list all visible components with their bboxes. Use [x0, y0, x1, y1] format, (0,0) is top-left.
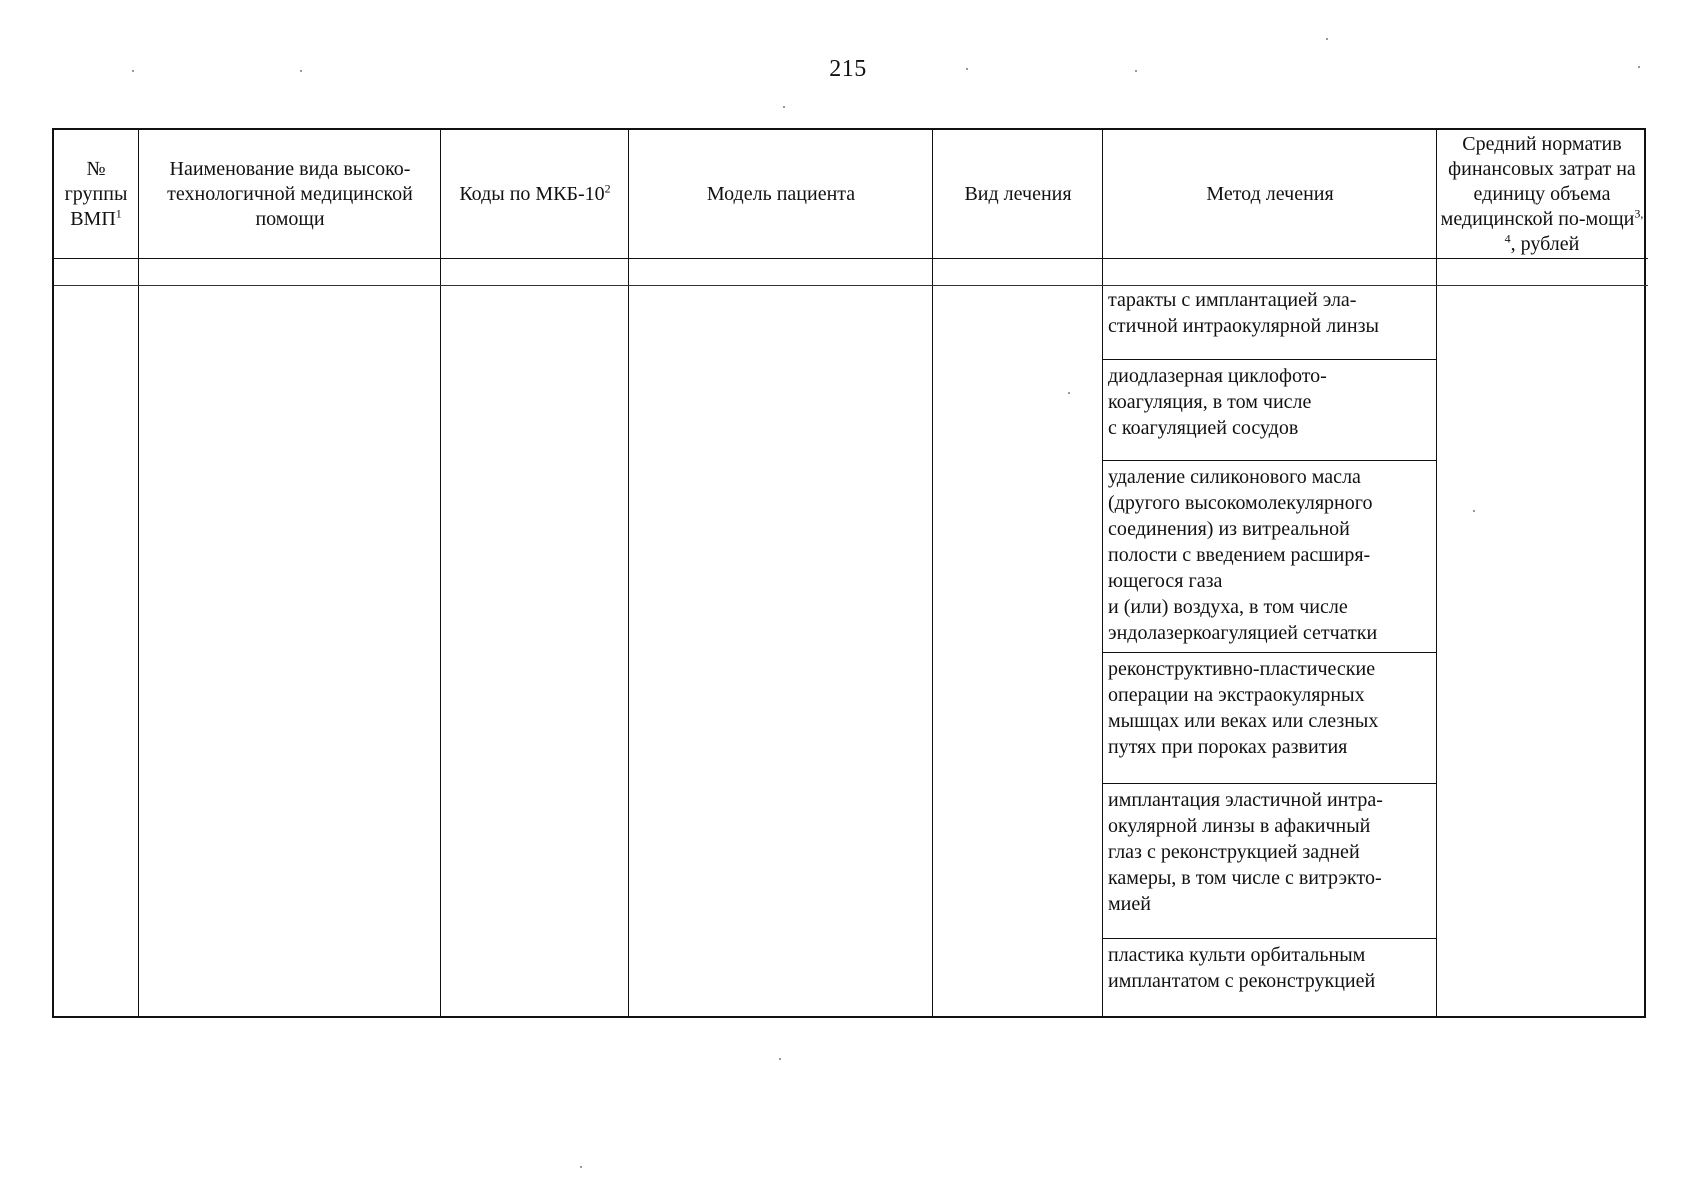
header-treatment-method: Метод лечения: [1206, 182, 1334, 205]
scan-speck: [300, 70, 302, 72]
scan-speck: [1326, 38, 1328, 40]
scan-speck: [966, 68, 968, 70]
method-row-divider: [1102, 652, 1436, 653]
treatment-method-text: реконструктивно-пластические операции на экстраокулярных мышцах или веках или слезных путях при пороках развития: [1108, 658, 1379, 758]
treatment-method-text: диодлазерная циклофото- коагуляция, в том числе с коагуляцией сосудов: [1108, 365, 1327, 439]
vmp-table: [52, 128, 1646, 1018]
header-care-type-name: Наименование вида высоко-технологичной медицинской помощи: [167, 157, 413, 230]
scan-speck: [1638, 66, 1640, 68]
treatment-method-text: имплантация эластичной интра- окулярной линзы в афакичный глаз с реконструкцией задней камеры, в том числе с витрэкто- мией: [1108, 789, 1383, 915]
scan-speck: [1135, 70, 1137, 72]
column-divider: [138, 130, 139, 1016]
scan-speck: [580, 1166, 582, 1168]
scan-speck: [779, 1058, 781, 1060]
method-row-divider: [1102, 783, 1436, 784]
page-number: 215: [829, 56, 867, 82]
column-divider: [1102, 130, 1103, 1016]
method-row-divider: [1102, 460, 1436, 461]
column-divider: [1436, 130, 1437, 1016]
row-divider: [54, 285, 1648, 286]
column-divider: [440, 130, 441, 1016]
treatment-method-text: удаление силиконового масла (другого высокомолекулярного соединения) из витреальной полости с введением расширя- ющегося газа и (или) воздуха, в том числе эндолазеркоагуляцией сетчатки: [1108, 466, 1378, 644]
header-average-cost: Средний норматив финансовых затрат на единицу объема медицинской по-мощи$^{3, 4}$, рублей: [1440, 132, 1644, 255]
method-row-divider: [1102, 938, 1436, 939]
scan-speck: [132, 70, 134, 72]
header-divider: [54, 258, 1648, 259]
header-patient-model: Модель пациента: [706, 182, 856, 205]
header-treatment-type: Вид лечения: [964, 182, 1072, 205]
header-group-number: № группы ВМП$^1$: [64, 157, 128, 230]
column-divider: [932, 130, 933, 1016]
treatment-method-text: пластика культи орбитальным имплантатом с реконструкцией: [1108, 944, 1376, 992]
method-row-divider: [1102, 359, 1436, 360]
header-icd10-codes: Коды по МКБ-$10^2$: [459, 180, 611, 205]
column-divider: [628, 130, 629, 1016]
scan-speck: [783, 106, 785, 108]
treatment-method-text: таракты с имплантацией эла- стичной интраокулярной линзы: [1108, 289, 1379, 337]
